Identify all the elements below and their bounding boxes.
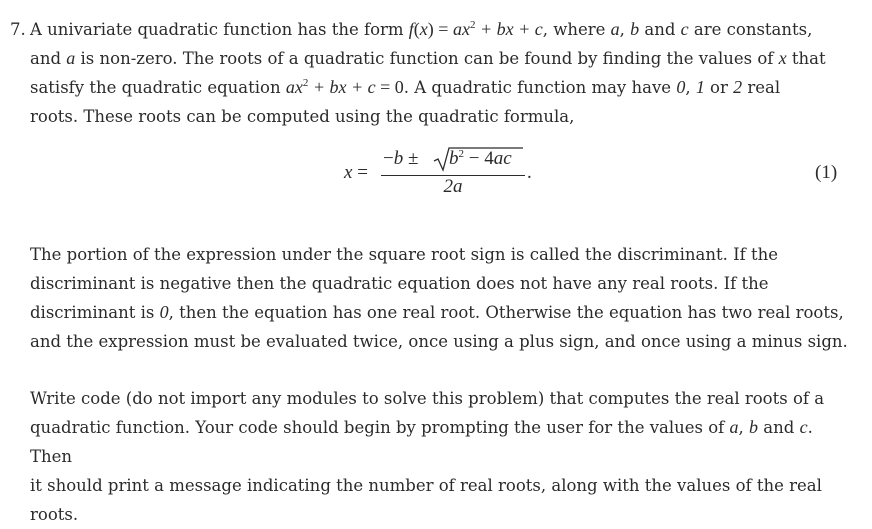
intro-line-3: satisfy the quadratic equation $ax^2$ + bx + c = 0. A quadratic function may have 0, 1 or 2 real — [30, 77, 781, 97]
quadratic-equation-inline: $ax^2$ + bx + c = 0 — [285, 77, 404, 97]
para3-line-2: quadratic function. Your code should begin by prompting the user for the values of a, b and c. Then — [30, 417, 813, 466]
intro-line-4: roots. These roots can be computed using the quadratic formula, — [30, 107, 575, 126]
formula-fraction — [381, 144, 525, 204]
intro-line-2: and a is non-zero. The roots of a quadratic function can be found by finding the values of x that — [30, 48, 826, 68]
formula-denominator: 2a — [443, 176, 463, 197]
radicand: $b^2 - 4ac$ — [449, 148, 512, 169]
quadratic-formula — [0, 142, 872, 206]
para3-line-3: it should print a message indicating the number of real roots, along with the values of the real roots. — [30, 476, 822, 524]
problem-number: 7. — [10, 20, 26, 39]
equation-number: (1) — [815, 162, 838, 183]
function-notation: $f(x) = ax^2$ + bx + c — [408, 19, 543, 39]
para2-line-2: discriminant is negative then the quadratic equation does not have any real roots. If the — [30, 274, 769, 293]
task-paragraph — [30, 384, 860, 529]
para3-line-1: Write code (do not import any modules to solve this problem) that computes the real roots of a — [30, 389, 825, 408]
formula-lhs: x = — [344, 162, 368, 183]
intro-line-1: A univariate quadratic function has the form $f(x) = ax^2$ + bx + c, where a, b and c are constants, — [30, 19, 813, 39]
para2-line-3: discriminant is 0, then the equation has one real root. Otherwise the equation has two real roots, — [30, 302, 844, 322]
formula-numerator — [381, 144, 525, 172]
intro-paragraph — [30, 15, 860, 131]
discriminant-paragraph — [30, 240, 860, 356]
numerator-prefix: −b ± — [383, 148, 419, 169]
formula-period: . — [527, 162, 532, 183]
para2-line-4: and the expression must be evaluated twice, once using a plus sign, and once using a minus sign. — [30, 332, 848, 351]
para2-line-1: The portion of the expression under the square root sign is called the discriminant. If the — [30, 245, 778, 264]
